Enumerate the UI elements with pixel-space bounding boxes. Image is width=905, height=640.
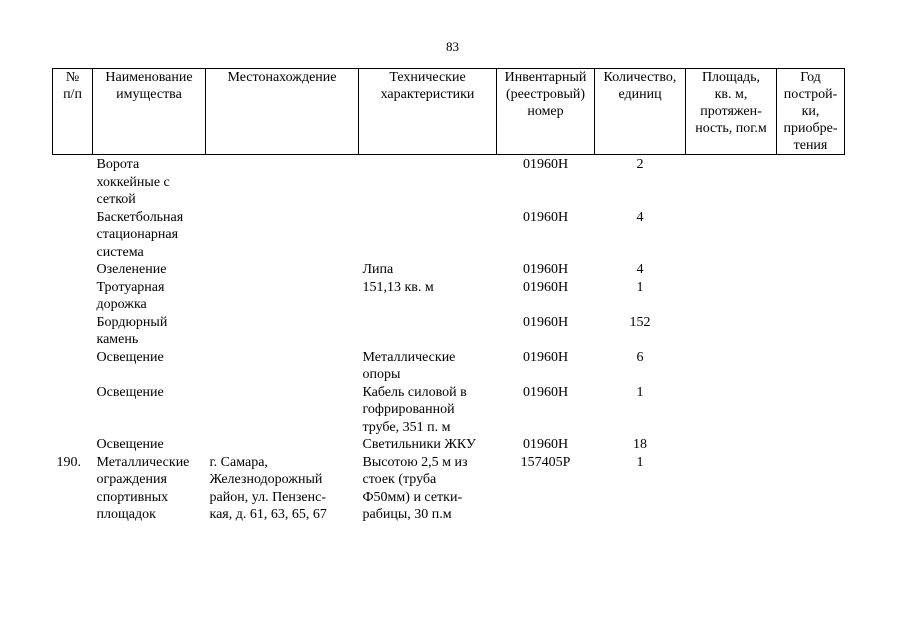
inventory-number-cell: 01960Н [522, 209, 569, 225]
tech-characteristics-cell [359, 314, 497, 349]
location-cell [206, 155, 359, 209]
header-inventory-number: Инвентарный (реестровый) номер [497, 69, 595, 155]
tech-characteristics-cell [359, 155, 497, 209]
table-row [53, 384, 845, 437]
location-cell: г. Самара, Железнодорожный район, ул. Пензенс- кая, д. 61, 63, 65, 67 [209, 454, 327, 522]
year-cell [777, 384, 845, 437]
inventory-number-cell: 01960Н [522, 314, 569, 330]
row-number-cell [53, 349, 93, 384]
row-number-cell [53, 209, 93, 262]
header-row-number: № п/п [53, 69, 93, 155]
table-row [53, 436, 845, 454]
header-location: Местонахождение [206, 69, 359, 155]
quantity-cell: 1 [636, 454, 644, 470]
quantity-cell: 2 [636, 157, 644, 172]
property-name-cell: Бордюрный камень [96, 314, 168, 347]
property-name-cell: Тротуарная дорожка [96, 279, 165, 312]
table-row [53, 209, 845, 262]
property-name-cell: Освещение [96, 384, 164, 400]
table-body [53, 155, 845, 524]
quantity-cell: 152 [629, 314, 651, 330]
header-area-length: Площадь, кв. м, протяжен- ность, пог.м [686, 69, 777, 155]
quantity-cell: 6 [636, 349, 644, 365]
area-length-cell [686, 209, 777, 262]
header-year: Год построй- ки, приобре- тения [777, 69, 845, 155]
header-quantity: Количество, единиц [595, 69, 686, 155]
year-cell [777, 279, 845, 314]
location-cell [206, 209, 359, 262]
quantity-cell: 18 [633, 437, 647, 452]
inventory-number-cell: 01960Н [522, 384, 569, 400]
location-cell [206, 261, 359, 279]
area-length-cell [686, 261, 777, 279]
tech-characteristics-cell: Кабель силовой в гофрированной трубе, 351 п. м [362, 384, 467, 435]
row-number-cell [53, 314, 93, 349]
table-row [53, 454, 845, 524]
tech-characteristics-cell: Металлические опоры [362, 349, 456, 382]
area-length-cell [686, 349, 777, 384]
tech-characteristics-cell: Высотою 2,5 м из стоек (труба Ф50мм) и сетки- рабицы, 30 п.м [362, 454, 468, 522]
inventory-number-cell: 01960Н [522, 279, 569, 295]
inventory-number-cell: 157405Р [520, 454, 571, 470]
header-property-name: Наименование имущества [93, 69, 206, 155]
location-cell [206, 314, 359, 349]
row-number-cell [53, 384, 93, 437]
inventory-number-cell: 01960Н [522, 437, 569, 452]
location-cell [206, 384, 359, 437]
area-length-cell [686, 436, 777, 454]
table-row [53, 314, 845, 349]
table-row [53, 349, 845, 384]
year-cell [777, 261, 845, 279]
tech-characteristics-cell: Светильники ЖКУ [362, 437, 476, 452]
area-length-cell [686, 384, 777, 437]
year-cell [777, 314, 845, 349]
row-number-cell: 190. [56, 454, 81, 470]
location-cell [206, 436, 359, 454]
property-name-cell: Металлические ограждения спортивных площадок [96, 454, 190, 522]
area-length-cell [686, 155, 777, 209]
table-row [53, 279, 845, 314]
year-cell [777, 349, 845, 384]
quantity-cell: 4 [636, 209, 644, 225]
tech-characteristics-cell: 151,13 кв. м [362, 279, 434, 295]
year-cell [777, 454, 845, 524]
tech-characteristics-cell [359, 209, 497, 262]
inventory-number-cell: 01960Н [522, 157, 569, 172]
property-name-cell: Освещение [96, 349, 164, 365]
year-cell [777, 209, 845, 262]
row-number-cell [53, 155, 93, 209]
quantity-cell: 1 [636, 384, 644, 400]
header-technical-characteristics: Технические характеристики [359, 69, 497, 155]
area-length-cell [686, 454, 777, 524]
location-cell [206, 349, 359, 384]
property-name-cell: Баскетбольная стационарная система [96, 209, 184, 260]
table-row [53, 155, 845, 209]
quantity-cell: 4 [636, 262, 644, 277]
table-row [53, 261, 845, 279]
row-number-cell [53, 261, 93, 279]
row-number-cell [53, 279, 93, 314]
page-number: 83 [446, 39, 459, 54]
year-cell [777, 436, 845, 454]
inventory-number-cell: 01960Н [522, 349, 569, 365]
table-header-row [53, 69, 845, 155]
year-cell [777, 155, 845, 209]
property-registry-table [52, 68, 845, 524]
row-number-cell [53, 436, 93, 454]
location-cell [206, 279, 359, 314]
area-length-cell [686, 314, 777, 349]
inventory-number-cell: 01960Н [522, 262, 569, 277]
property-name-cell: Озеленение [96, 262, 167, 277]
property-name-cell: Освещение [96, 437, 164, 452]
tech-characteristics-cell: Липа [362, 262, 394, 277]
property-name-cell: Ворота хоккейные с сеткой [96, 157, 170, 207]
quantity-cell: 1 [636, 279, 644, 295]
area-length-cell [686, 279, 777, 314]
